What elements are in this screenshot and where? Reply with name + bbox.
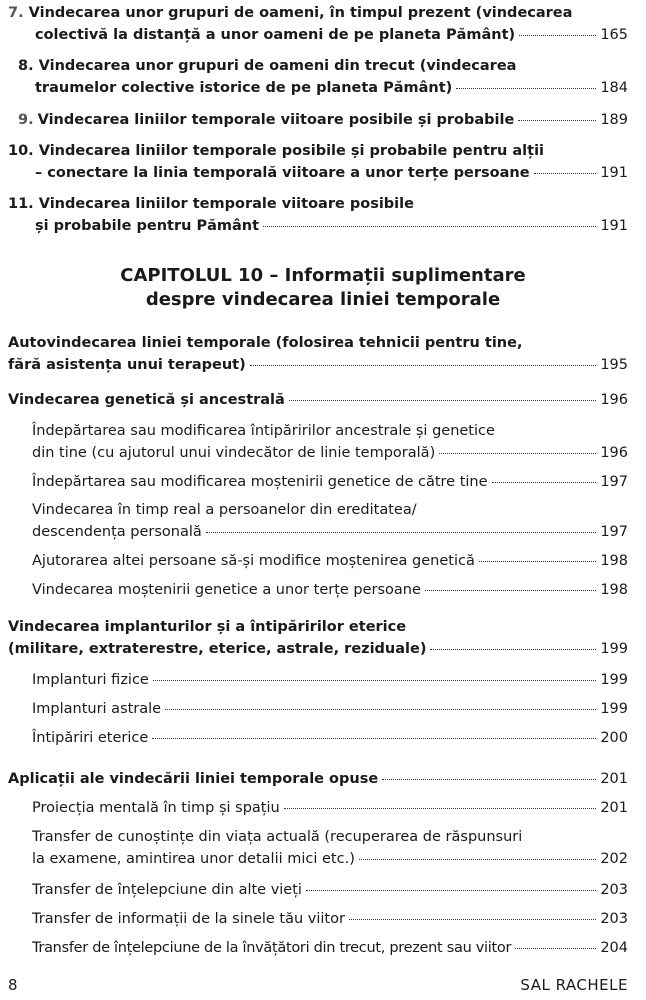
subsection-timp-real[interactable] [32,521,628,543]
subsection-transfer-alte-vieti[interactable] [32,879,628,901]
page-number: 196 [600,445,628,461]
dot-leader [492,468,597,483]
section-implanturi[interactable] [8,638,628,660]
entry-title: Vindecarea moștenirii genetice a unor terțe persoane [32,582,421,598]
entry-title: Transfer de informații de la sinele tău viitor [32,911,345,927]
entry-title: Îndepărtarea sau modificarea moștenirii genetice de către tine [32,474,488,490]
subsection-indepartarea-intiparirilor[interactable] [32,442,628,464]
dot-leader [534,159,597,174]
entry-title: Implanturi fizice [32,672,149,688]
subsection-indepartarea-mostenirii[interactable] [32,471,628,493]
dot-leader [425,576,596,591]
entry-title: Vindecarea unor grupuri de oameni, în timpul prezent (vindecarea [28,5,573,21]
dot-leader [250,351,597,366]
subsection-implanturi-fizice[interactable] [32,669,628,691]
dot-leader [152,724,596,739]
entry-title: Implanturi astrale [32,701,162,717]
subsection-transfer-sinele-viitor[interactable] [32,908,628,930]
toc-entry-8[interactable] [35,77,628,99]
entry-title: Vindecarea liniilor temporale posibile și probabile pentru alții [38,143,545,159]
entry-number: 11. [8,196,34,212]
entry-title: Proiecția mentală în timp și spațiu [32,800,280,816]
subsection-ajutorarea[interactable] [32,550,628,572]
section-autovindecarea-line1: Autovindecarea liniei temporale (folosirea tehnicii pentru tine, [8,335,523,351]
subsection-transfer-invatatori[interactable] [32,937,628,959]
entry-title: la examene, amintirea unor detalii mici etc.) [32,851,355,867]
toc-entry-10[interactable] [35,162,628,184]
dot-leader [289,386,597,401]
toc-entry-8-line1 [18,56,516,77]
page-number: 201 [600,800,628,816]
entry-title: Întipăriri eterice [32,730,149,746]
dot-leader [153,666,596,681]
subsection-timp-real-line1: Vindecarea în timp real a persoanelor din ereditatea/ [32,502,417,518]
entry-title: Ajutorarea altei persoane să-și modifice moștenirea genetică [32,553,475,569]
entry-title: Vindecarea unor grupuri de oameni din trecut (vindecarea [38,58,517,74]
entry-title: Transfer de înțelepciune de la învățători din trecut, prezent sau viitor [32,940,512,956]
section-autovindecarea[interactable] [8,354,628,376]
section-vindecarea-genetica[interactable] [8,389,628,411]
page-number: 198 [600,582,628,598]
page-number: 197 [600,524,628,540]
dot-leader [284,794,597,809]
section-aplicatii[interactable] [8,768,628,790]
footer-author: SAL RACHELE [520,976,628,994]
toc-entry-7-line1 [8,3,572,24]
page-number: 203 [600,911,628,927]
dot-leader [165,695,596,710]
dot-leader [206,518,597,533]
dot-leader [382,765,596,780]
dot-leader [519,21,596,36]
entry-number: 8. [18,58,34,74]
entry-title: Vindecarea liniilor temporale viitoare posibile [38,196,414,212]
page-number: 189 [600,112,628,128]
dot-leader [263,212,596,227]
page-number: 199 [600,701,628,717]
dot-leader [306,876,596,891]
subsection-intipariri-eterice[interactable] [32,727,628,749]
section-implanturi-line1: Vindecarea implanturilor și a întipăririlor eterice [8,619,407,635]
subsection-implanturi-astrale[interactable] [32,698,628,720]
page-number: 196 [600,392,628,408]
subsection-1-line1: Îndepărtarea sau modificarea întipăririlor ancestrale și genetice [32,423,495,439]
subsection-transfer-cunostinte-line1: Transfer de cunoștințe din viața actuală (recuperarea de răspunsuri [32,829,523,845]
subsection-transfer-cunostinte[interactable] [32,848,628,870]
dot-leader [456,74,596,89]
page-number: 204 [600,940,628,956]
toc-entry-9[interactable] [18,109,628,131]
page-number: 191 [600,165,628,181]
dot-leader [515,934,596,949]
entry-number: 9. [18,112,34,128]
dot-leader [518,106,596,121]
page-number: 191 [600,218,628,234]
page-number: 202 [600,851,628,867]
entry-title: și probabile pentru Pământ [35,218,260,234]
entry-title: descendența personală [32,524,202,540]
page-number: 197 [600,474,628,490]
page-number: 195 [600,357,628,373]
chapter-heading-line1: CAPITOLUL 10 – Informații suplimentare [120,265,526,286]
page-number: 199 [600,672,628,688]
entry-title: traumelor colective istorice de pe planeta Pământ) [35,80,453,96]
entry-title: fără asistența unui terapeut) [8,357,246,373]
chapter-heading-line2: despre vindecarea liniei temporale [145,289,501,310]
entry-title: Aplicații ale vindecării liniei temporale opuse [8,771,379,787]
entry-title: Transfer de înțelepciune din alte vieți [32,882,302,898]
dot-leader [349,905,596,920]
subsection-mostenire-terte[interactable] [32,579,628,601]
page-number: 184 [600,80,628,96]
dot-leader [430,635,596,650]
entry-title: colectivă la distanță a unor oameni de pe planeta Pământ) [35,27,516,43]
entry-title: Vindecarea liniilor temporale viitoare posibile și probabile [37,112,515,128]
entry-number: 7. [8,5,24,21]
toc-entry-11[interactable] [35,215,628,237]
footer-page-number: 8 [8,976,18,994]
dot-leader [439,439,596,454]
entry-number: 10. [8,143,34,159]
page-number: 198 [600,553,628,569]
dot-leader [479,547,596,562]
page-number: 203 [600,882,628,898]
entry-title: (militare, extraterestre, eterice, astrale, reziduale) [8,641,427,657]
page-number: 199 [600,641,628,657]
page-number: 165 [600,27,628,43]
entry-title: – conectare la linia temporală viitoare a unor terțe persoane [35,165,530,181]
page-number: 200 [600,730,628,746]
dot-leader [359,845,596,860]
page-number: 201 [600,771,628,787]
entry-title: din tine (cu ajutorul unui vindecător de linie temporală) [32,445,436,461]
toc-entry-7[interactable] [35,24,628,46]
toc-entry-10-line1 [8,141,544,162]
subsection-proiectia-mentala[interactable] [32,797,628,819]
entry-title: Vindecarea genetică și ancestrală [8,392,285,408]
